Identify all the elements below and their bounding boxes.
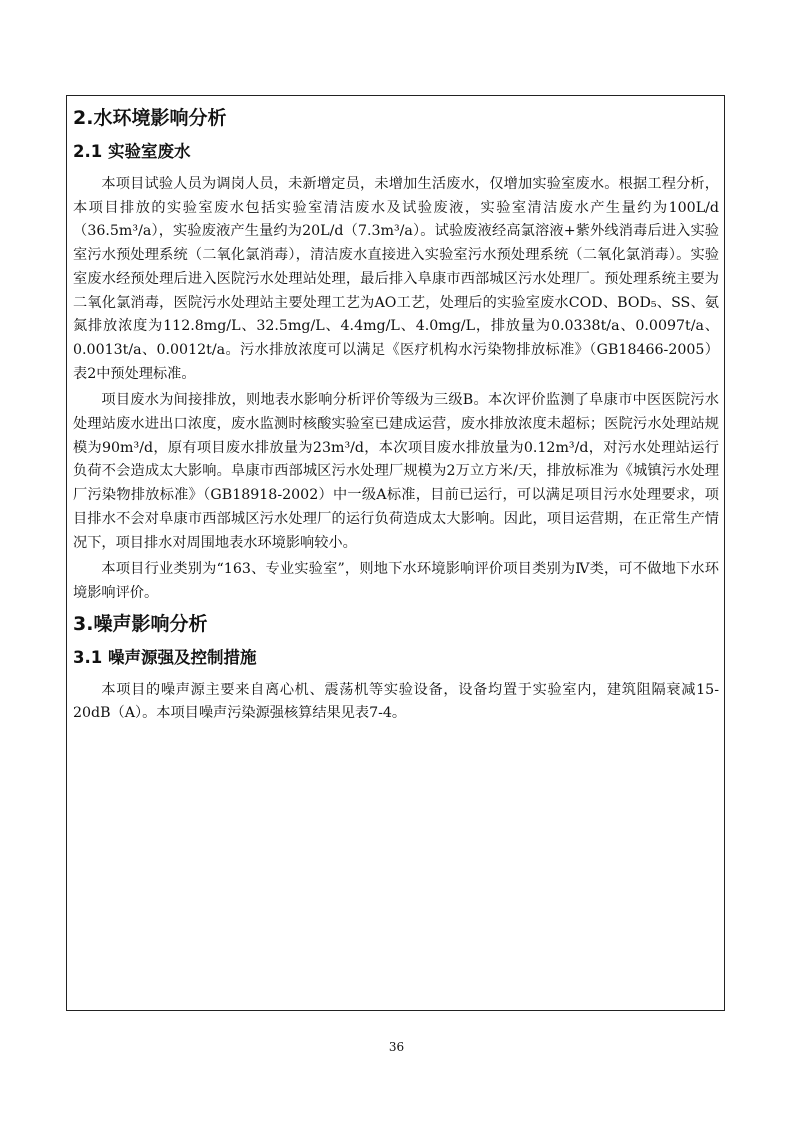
section-heading-water: 2.水环境影响分析: [73, 107, 227, 129]
section-heading-noise: 3.噪声影响分析: [73, 612, 208, 635]
paragraph-surface-water: 项目废水为间接排放，则地表水影响分析评价等级为三级B。本次评价监测了阜康市中医医院污水处理站废水进出口浓度，废水监测时核酸实验室已建成运营，废水排放浓度未超标；医院污水处理站规模为90m³/d，原有项目废水排放量为23m³/d，本次项目废水排放量为0.12m³/d，对污水处理站运行负荷不会造成太大影响。阜康市西部城区污水处理厂规模为2万立方米/天，排放标准为《城镇污水处理厂污染物排放标准》（GB18918-2002）中一级A标准，目前已运行，可以满足项目污水处理要求，项目排水不会对阜康市西部城区污水处理厂的运行负荷造成太大影响。因此，项目运营期，在正常生产情况下，项目排水对周围地表水环境影响较小。: [73, 392, 719, 551]
paragraph-groundwater: 本项目行业类别为“163、专业实验室”，则地下水环境影响评价项目类别为Ⅳ类，可不做地下水环境影响评价。: [73, 561, 719, 601]
paragraph-noise-source: 本项目的噪声源主要来自离心机、震荡机等实验设备，设备均置于实验室内，建筑阻隔衰减15-20dB（A）。本项目噪声污染源强核算结果见表7-4。: [73, 681, 719, 722]
document-body: [73, 103, 719, 726]
subsection-heading-lab-wastewater: 2.1 实验室废水: [73, 142, 191, 161]
page-number: 36: [388, 1040, 405, 1054]
subsection-heading-noise-source: 3.1 噪声源强及控制措施: [73, 647, 257, 667]
paragraph-lab-wastewater: 本项目试验人员为调岗人员，未新增定员，未增加生活废水，仅增加实验室废水。根据工程分析，本项目排放的实验室废水包括实验室清洁废水及试验废液，实验室清洁废水产生量约为100L/d（36.5m³/a），实验废液产生量约为20L/d（7.3m³/a）。试验废液经高氯溶液+紫外线消毒后进入实验室污水预处理系统（二氧化氯消毒），清洁废水直接进入实验室污水预处理系统（二氧化氯消毒）。实验室废水经预处理后进入医院污水处理站处理，最后排入阜康市西部城区污水处理厂。预处理系统主要为二氧化氯消毒，医院污水处理站主要处理工艺为AO工艺，处理后的实验室废水COD、BOD₅、SS、氨氮排放浓度为112.8mg/L、32.5mg/L、4.4mg/L、4.0mg/L，排放量为0.0338t/a、0.0097t/a、0.0013t/a、0.0012t/a。污水排放浓度可以满足《医疗机构水污染物排放标准》（GB18466-2005）表2中预处理标准。: [73, 176, 719, 382]
